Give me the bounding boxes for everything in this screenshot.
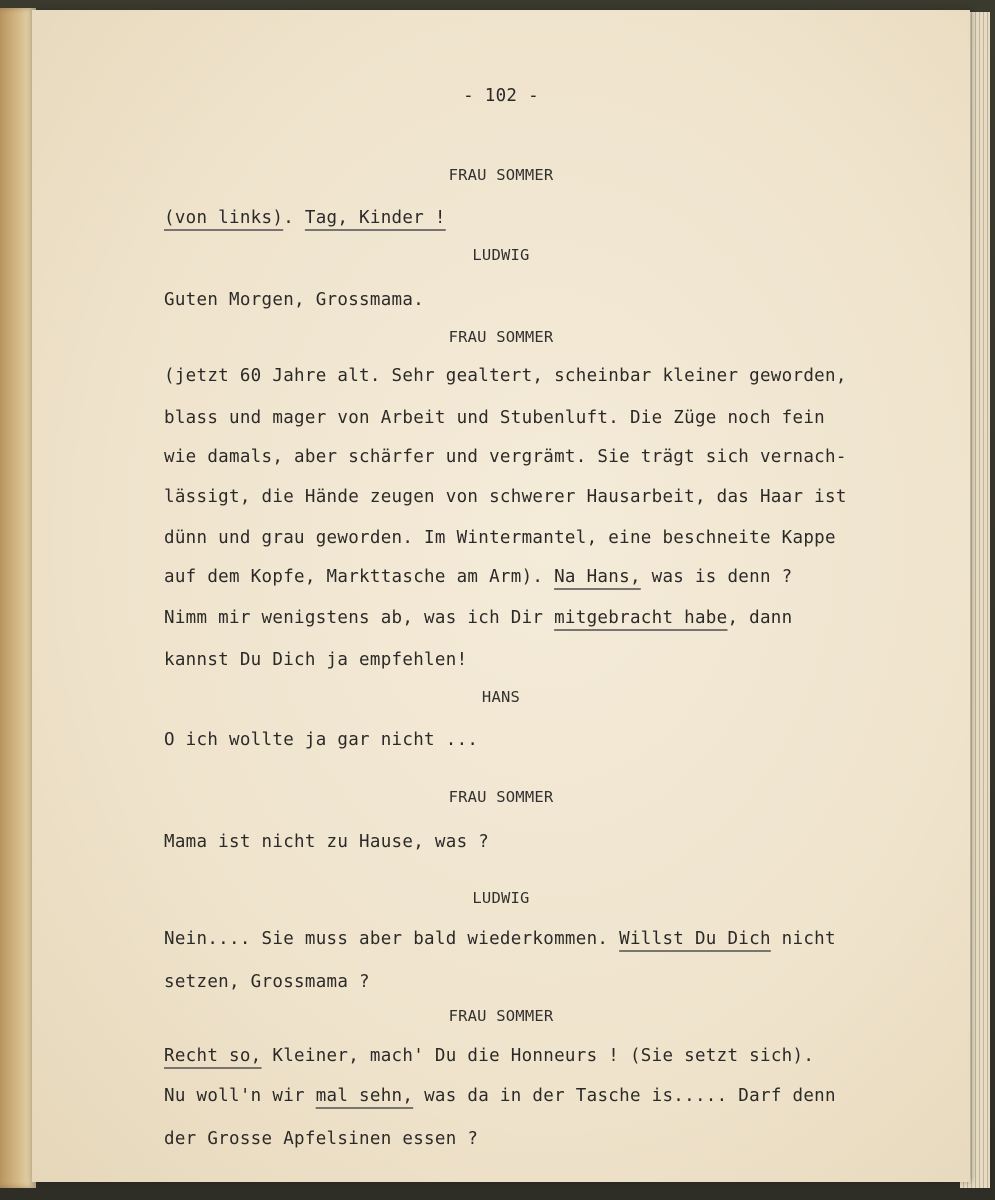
dialogue-line xyxy=(164,447,847,467)
speaker-name: FRAU SOMMER xyxy=(448,788,554,806)
speaker-name: LUDWIG xyxy=(472,889,530,907)
dialogue-line xyxy=(164,929,836,949)
underlined-text: mitgebracht habe xyxy=(554,608,728,628)
dialogue-line xyxy=(164,1046,814,1066)
line-text: Mama ist nicht zu Hause, was ? xyxy=(164,832,490,852)
line-text: Nein.... Sie muss aber bald wiederkommen. xyxy=(164,929,620,949)
dialogue-line xyxy=(164,608,792,628)
line-text: lässigt, die Hände zeugen von schwerer Hausarbeit, das Haar ist xyxy=(164,487,847,507)
dialogue-line xyxy=(164,290,424,310)
speaker-name: LUDWIG xyxy=(472,246,530,264)
line-text: (jetzt 60 Jahre alt. Sehr gealtert, scheinbar kleiner geworden, xyxy=(164,366,847,386)
dialogue-line xyxy=(164,650,467,670)
dialogue-line xyxy=(164,208,446,228)
line-text: kannst Du Dich ja empfehlen! xyxy=(164,650,468,670)
line-text: der Grosse Apfelsinen essen ? xyxy=(164,1129,479,1149)
underlined-text: (von links) xyxy=(164,208,284,228)
line-text: Nimm mir wenigstens ab, was ich Dir xyxy=(164,608,555,628)
line-text: O ich wollte ja gar nicht ... xyxy=(164,730,479,750)
line-text: wie damals, aber schärfer und vergrämt. Sie trägt sich vernach- xyxy=(164,447,847,467)
dialogue-line xyxy=(164,1086,836,1106)
dialogue-line xyxy=(164,528,836,548)
line-text: auf dem Kopfe, Markttasche am Arm). xyxy=(164,567,555,587)
line-text: . xyxy=(283,208,305,228)
dialogue-line xyxy=(164,1129,478,1149)
dialogue-line xyxy=(164,972,370,992)
typescript-page xyxy=(32,10,970,1182)
line-text: Nu woll'n wir xyxy=(164,1086,316,1106)
dialogue-line xyxy=(164,832,489,852)
line-text: setzen, Grossmama ? xyxy=(164,972,370,992)
dialogue-line xyxy=(164,487,847,507)
dialogue-line xyxy=(164,567,792,587)
underlined-text: mal sehn, xyxy=(315,1086,414,1106)
underlined-text: Recht so, xyxy=(164,1046,262,1066)
line-text: dünn und grau geworden. Im Wintermantel, eine beschneite Kappe xyxy=(164,528,836,548)
speaker-name: HANS xyxy=(481,688,521,706)
line-text: Kleiner, mach' Du die Honneurs ! (Sie setzt sich). xyxy=(261,1046,815,1066)
speaker-name: FRAU SOMMER xyxy=(448,328,554,346)
dialogue-line xyxy=(164,730,478,750)
line-text: blass und mager von Arbeit und Stubenluft. Die Züge noch fein xyxy=(164,408,825,428)
speaker-name: FRAU SOMMER xyxy=(448,166,554,184)
dialogue-line xyxy=(164,408,825,428)
dialogue-line xyxy=(164,366,847,386)
line-text: was da in der Tasche is..... Darf denn xyxy=(413,1086,836,1106)
line-text: nicht xyxy=(770,929,836,949)
underlined-text: Na Hans, xyxy=(554,567,641,587)
underlined-text: Willst Du Dich xyxy=(619,929,771,949)
line-text: Guten Morgen, Grossmama. xyxy=(164,290,425,310)
speaker-name: FRAU SOMMER xyxy=(448,1007,554,1025)
underlined-text: Tag, Kinder ! xyxy=(304,208,446,228)
line-text: was is denn ? xyxy=(640,567,793,587)
line-text: , dann xyxy=(727,608,793,628)
page-number: - 102 - xyxy=(463,86,539,106)
left-page-edge xyxy=(0,8,36,1188)
